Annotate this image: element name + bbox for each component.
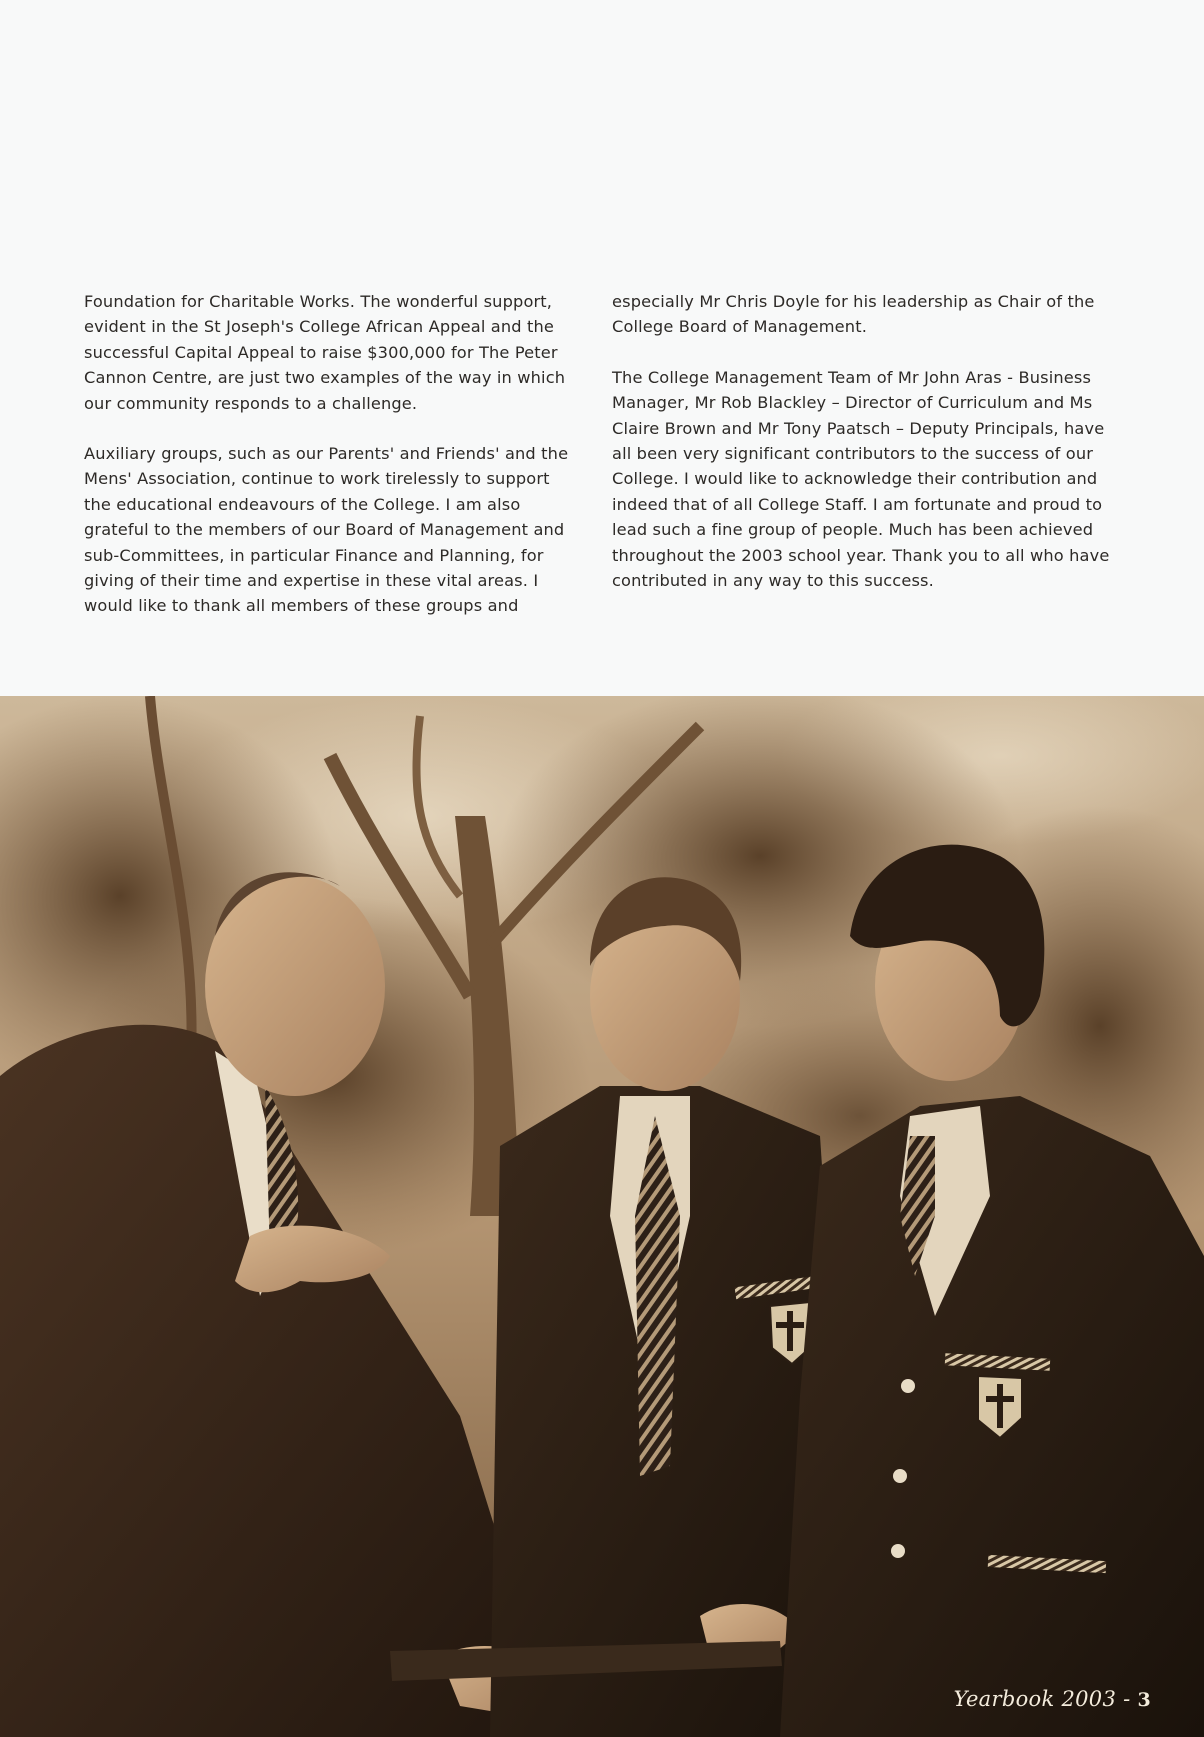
folio-label: Yearbook 2003 - (953, 1687, 1131, 1711)
sepia-group-photo (0, 696, 1204, 1737)
text-column-right (612, 289, 1112, 618)
page-number: 3 (1137, 1689, 1151, 1711)
text-column-left (84, 289, 579, 644)
paragraph: Auxiliary groups, such as our Parents' and Friends' and the Mens' Association, continue to work tirelessly to support the educational endeavours of the College. I am also grateful to the members of our Board of Management and sub-Committees, in particular Finance and Planning, for giving of their time and expertise in these vital areas. I would like to thank all members of these groups and (84, 444, 569, 616)
paragraph: especially Mr Chris Doyle for his leadership as Chair of the College Board of Management. (612, 292, 1095, 337)
paragraph: The College Management Team of Mr John Aras - Business Manager, Mr Rob Blackley – Director of Curriculum and Ms Claire Brown and Mr Tony Paatsch – Deputy Principals, have all been very significant contributors to the success of our College. I would like to acknowledge their contribution and indeed that of all College Staff. I am fortunate and proud to lead such a fine group of people. Much has been achieved throughout the 2003 school year. Thank you to all who have contributed in any way to this success. (612, 367, 1110, 591)
page-folio (954, 1687, 1151, 1711)
paragraph: Foundation for Charitable Works. The wonderful support, evident in the St Joseph's College African Appeal and the successful Capital Appeal to raise $300,000 for The Peter Cannon Centre, are just two examples of the way in which our community responds to a challenge. (84, 292, 566, 413)
